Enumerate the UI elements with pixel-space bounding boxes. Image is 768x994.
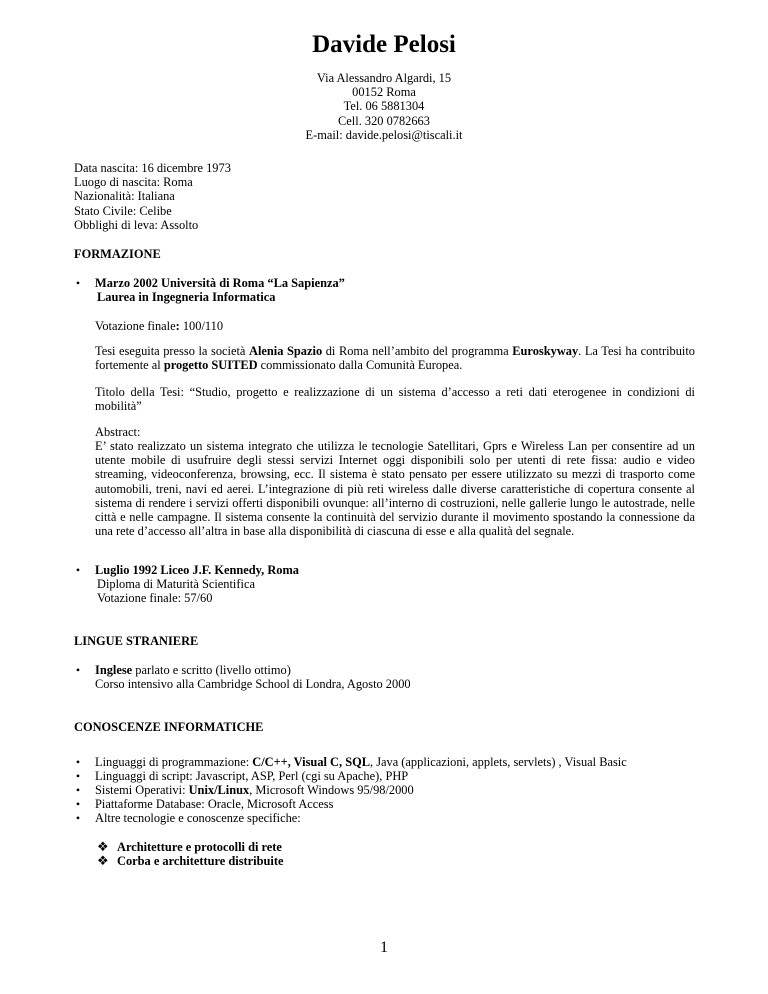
skill-highlight: C/C++, Visual C, SQL: [252, 755, 370, 769]
grade-label: Votazione finale: [95, 319, 176, 333]
skill-programming: [95, 755, 627, 769]
skill-os: [95, 783, 414, 797]
diamond-icon: ❖: [97, 839, 109, 854]
thesis-text: Tesi eseguita presso la società: [95, 344, 250, 358]
birth-date: Data nascita: 16 dicembre 1973: [74, 161, 231, 175]
bullet-icon: •: [75, 755, 81, 769]
header: [0, 30, 768, 60]
thesis-company: Alenia Spazio: [249, 344, 323, 358]
contact-block: [0, 71, 768, 142]
skill-label: Linguaggi di programmazione:: [95, 755, 253, 769]
address: Via Alessandro Algardi, 15: [316, 71, 452, 85]
bullet-icon: •: [75, 769, 81, 783]
bullet-icon: •: [75, 276, 81, 290]
bullet-icon: •: [75, 797, 81, 811]
school-line3: Votazione finale: 57/60: [97, 591, 213, 605]
thesis-project: progetto SUITED: [163, 358, 258, 373]
degree-line2: Laurea in Ingegneria Informatica: [97, 290, 276, 304]
thesis-text: . La Tesi ha contribuito fortemente al: [95, 344, 695, 373]
bullet-icon: •: [75, 811, 81, 825]
sub-skill-network: Architetture e protocolli di rete: [117, 840, 282, 854]
language-line: [95, 663, 291, 677]
email: E-mail: davide.pelosi@tiscali.it: [305, 127, 463, 142]
skill-label: Sistemi Operativi:: [95, 783, 189, 797]
thesis-text: commissionato dalla Comunità Europea.: [257, 358, 463, 373]
thesis-program: Euroskyway: [512, 344, 579, 358]
language-course: Corso intensivo alla Cambridge School di Londra, Agosto 2000: [95, 677, 411, 691]
skill-text: , Microsoft Windows 95/98/2000: [249, 783, 414, 797]
diamond-icon: ❖: [97, 853, 109, 868]
skill-database: Piattaforme Database: Oracle, Microsoft Access: [95, 797, 334, 811]
language-name: Inglese: [95, 663, 133, 677]
bullet-icon: •: [75, 663, 81, 677]
informatica-heading: CONOSCENZE INFORMATICHE: [74, 720, 264, 734]
city: 00152 Roma: [352, 85, 416, 100]
thesis-paragraph: [95, 344, 695, 372]
mobile: Cell. 320 0782663: [338, 113, 430, 128]
skill-text: , Java (applicazioni, applets, servlets) , Visual Basic: [370, 755, 627, 769]
birth-place: Luogo di nascita: Roma: [74, 175, 193, 190]
lingue-heading: LINGUE STRANIERE: [74, 634, 199, 648]
degree-grade: [95, 319, 223, 333]
cv-name: Davide Pelosi: [312, 31, 456, 58]
sub-skill-corba: Corba e architetture distribuite: [117, 854, 284, 868]
thesis-text: di Roma nell’ambito del programma: [322, 344, 513, 358]
abstract-label: Abstract:: [95, 425, 141, 439]
page-number: 1: [380, 939, 388, 956]
abstract-text: E’ stato realizzato un sistema integrato che utilizza le tecnologie Satellitari, Gprs e Wireless Lan per consentire ad un utente mobile di usufruire degli stessi servizi Internet oggi disponibili solo per utenti di rete fissa: audio e video streaming, videoconferenza, browsing, ecc. Il sistema è stato pensato per essere utilizzato su mezzi di trasporto come automobili, treni, navi ed aerei. L’integrazione di più reti wireless dalle diverse caratteristiche di copertura consente al sistema di rendere i servizi offerti disponibili ovunque: all’interno di costruzioni, nelle gallerie lungo le autostrade, nelle città e nelle campagne. Il sistema consente la continuità del servizio durante il movimento spostando la connessione da una rete d’accesso all’altra in base alla disponibilità di ciascuna di esse e alla qualità del segnale.: [95, 439, 695, 539]
thesis-title: Titolo della Tesi: “Studio, progetto e realizzazione di un sistema d’accesso a reti dati eterogenee in condizioni di mobilità”: [95, 385, 695, 414]
language-level: parlato e scritto (livello ottimo): [132, 663, 291, 677]
bullet-icon: •: [75, 783, 81, 797]
bullet-icon: •: [75, 563, 81, 577]
nationality: Nazionalità: Italiana: [74, 189, 175, 204]
school-line2: Diploma di Maturità Scientifica: [97, 577, 255, 591]
skill-highlight: Unix/Linux: [188, 783, 250, 797]
skill-scripting: Linguaggi di script: Javascript, ASP, Perl (cgi su Apache), PHP: [95, 769, 409, 783]
grade-value: 100/110: [179, 319, 224, 333]
skill-other: Altre tecnologie e conoscenze specifiche:: [95, 811, 301, 825]
school-line1: Luglio 1992 Liceo J.F. Kennedy, Roma: [95, 563, 300, 577]
degree-line1: Marzo 2002 Università di Roma “La Sapienza”: [95, 276, 345, 290]
military-service: Obblighi di leva: Assolto: [74, 217, 199, 232]
grade-colon: :: [175, 319, 180, 333]
formazione-heading: FORMAZIONE: [74, 247, 161, 261]
personal-data: [74, 161, 231, 232]
marital-status: Stato Civile: Celibe: [74, 203, 172, 218]
phone: Tel. 06 5881304: [343, 99, 425, 114]
